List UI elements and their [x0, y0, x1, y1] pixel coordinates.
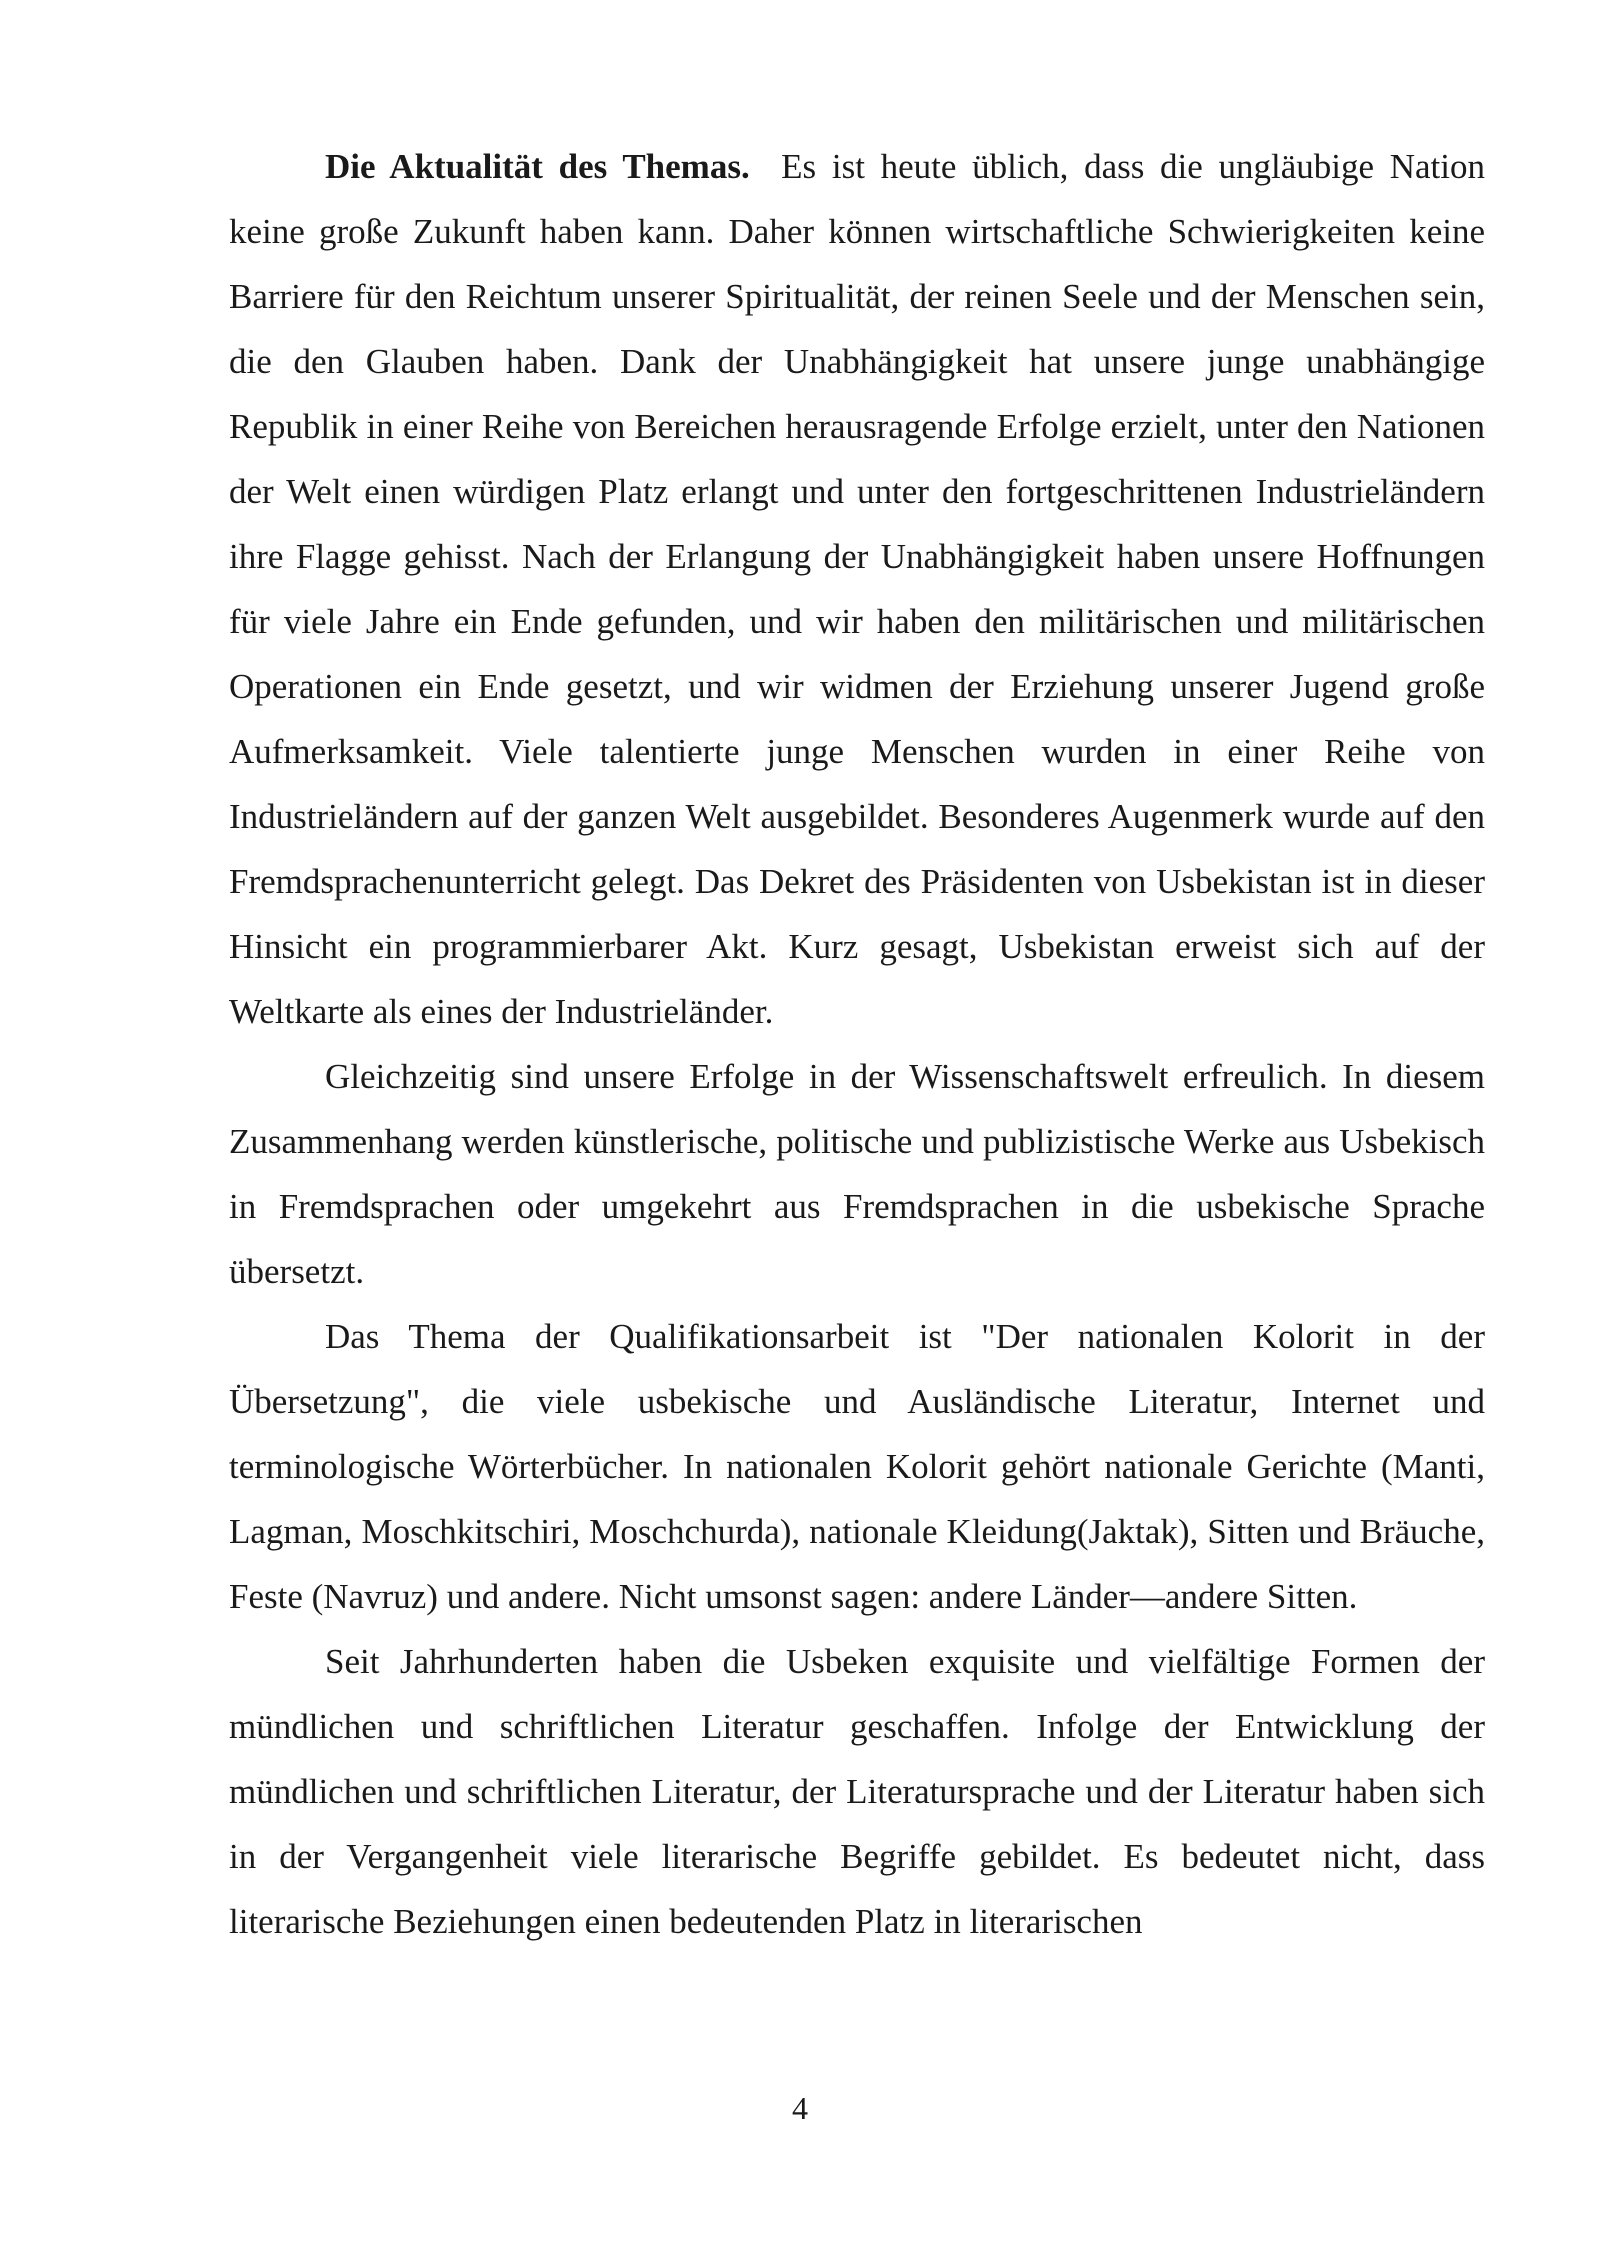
paragraph-4: Seit Jahrhunderten haben die Usbeken exquisite und vielfältige Formen der mündlichen und schriftlichen Literatur geschaffen. Infolge der Entwicklung der mündlichen und schriftlichen Literatur, der Literatursprache und der Literatur haben sich in der Vergangenheit viele literarische Begriffe gebildet. Es bedeutet nicht, dass literarische Beziehungen einen bedeutenden Platz in literarischen [229, 1642, 1485, 1941]
section-heading: Die Aktualität des Themas. [325, 147, 750, 186]
page-number: 4 [792, 2090, 808, 2126]
paragraph-3: Das Thema der Qualifikationsarbeit ist "Der nationalen Kolorit in der Übersetzung", die viele usbekische und Ausländische Literatur, Internet und terminologische Wörterbücher. In nationalen Kolorit gehört nationale Gerichte (Manti, Lagman, Moschkitschiri, Moschchurda), nationale Kleidung(Jaktak), Sitten und Bräuche, Feste (Navruz) und andere. Nicht umsonst sagen: andere Länder—andere Sitten. [229, 1317, 1485, 1616]
body-text [229, 134, 1485, 1954]
paragraph-1-text: Es ist heute üblich, dass die ungläubige Nation keine große Zukunft haben kann. Daher können wirtschaftliche Schwierigkeiten keine Barriere für den Reichtum unserer Spiritualität, der reinen Seele und der Menschen sein, die den Glauben haben. Dank der Unabhängigkeit hat unsere junge unabhängige Republik in einer Reihe von Bereichen herausragende Erfolge erzielt, unter den Nationen der Welt einen würdigen Platz erlangt und unter den fortgeschrittenen Industrieländern ihre Flagge gehisst. Nach der Erlangung der Unabhängigkeit haben unsere Hoffnungen für viele Jahre ein Ende gefunden, und wir haben den militärischen und militärischen Operationen ein Ende gesetzt, und wir widmen der Erziehung unserer Jugend große Aufmerksamkeit. Viele talentierte junge Menschen wurden in einer Reihe von Industrieländern auf der ganzen Welt ausgebildet. Besonderes Augenmerk wurde auf den Fremdsprachenunterricht gelegt. Das Dekret des Präsidenten von Usbekistan ist in dieser Hinsicht ein programmierbarer Akt. Kurz gesagt, Usbekistan erweist sich auf der Weltkarte als eines der Industrieländer. [229, 147, 1486, 1031]
paragraph-1 [229, 134, 1485, 1044]
paragraph-2: Gleichzeitig sind unsere Erfolge in der Wissenschaftswelt erfreulich. In diesem Zusammenhang werden künstlerische, politische und publizistische Werke aus Usbekisch in Fremdsprachen oder umgekehrt aus Fremdsprachen in die usbekische Sprache übersetzt. [229, 1057, 1485, 1291]
